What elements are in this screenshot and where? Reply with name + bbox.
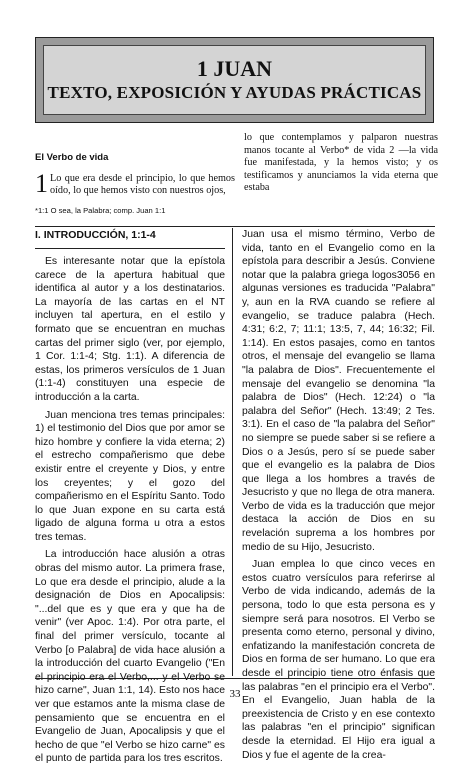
top-rule: [35, 226, 435, 227]
paragraph: Juan emplea lo que cinco veces en estos cuatro versículos para referirse al Verbo de vida indicando, además de la persona, todo lo que esta persona es y siempre será para nosotros. El Verbo se presenta como eterno, personal y divino, enfatizando la manifestación concreta de Dios en forma de ser humano. Lo que era desde el principio tiene otro énfasis que las palabras "en el principio era el Verbo". En el Evangelio, Juan habla de la preexistencia de Cristo y en ese contexto las palabras "en el principio" significan desde la eternidad. El Hijo era igual a Dios y fue el agente de la crea-: [242, 559, 435, 761]
book-subtitle: TEXTO, EXPOSICIÓN Y AYUDAS PRÁCTICAS: [47, 83, 422, 102]
verse-text-right: lo que contemplamos y palparon nuestras manos tocante al Verbo* de vida 2 —la vida fue manifestada, y la hemos visto; y os testificamos y anunciamos la vida eterna que estaba: [244, 132, 438, 194]
paragraph: Juan menciona tres temas principales: 1) el testimonio del Dios que por amor se hizo hombre y confiere la vida eterna; 2) el estrecho compañerismo que debe existir entre el creyente y Dios, y entre los creyentes; y el gozo del compañerismo en el Espíritu Santo. Todo lo que Juan expone en su carta está ligado de alguna forma u otra a estos tres temas.: [35, 409, 225, 543]
bible-text-heading: El Verbo de vida: [35, 152, 109, 163]
verse-paragraph: [35, 168, 235, 198]
book-title: 1 JUAN: [196, 56, 273, 81]
paragraph: Es interesante notar que la epístola carece de la apertura habitual que identifica al autor y a los destinatarios. La mayoría de las cartas en el NT incluyen tal apertura, en el estilo y formato que se encuentran en muchas cartas del primer siglo (ver, por ejemplo, 1 Cor. 1:1-4; Stg. 1:1). A diferencia de estas, los primeros versículos de 1 Juan (1:1-4) constituyen una especie de introducción a la carta.: [35, 256, 225, 403]
paragraph: La introducción hace alusión a otras obras del mismo autor. La primera frase, Lo que era desde el principio, alude a la designación de Dios en Apocalipsis: "...del que es y que era y que ha de venir" (ver Apoc. 1:4). Por otra parte, el final del primer versículo, tocante al Verbo [o Palabra] de vida hace alusión a la introducción del cuarto Evangelio ("En el principio era el Verbo,... y el Verbo se hizo carne", Juan 1:1, 14). Esto nos hace ver que estamos ante la misma clase de pensamiento que se encuentra en el Evangelio de Juan, Apocalipsis y que el hecho de que "el Verbo se hizo carne" es el punto de partida para los tres escritos.: [35, 549, 225, 765]
bible-text-left: [35, 132, 235, 232]
section-heading: I. INTRODUCCIÓN, 1:1-4: [35, 229, 156, 241]
right-column: [242, 228, 435, 766]
paragraph: Juan usa el mismo término, Verbo de vida, tanto en el Evangelio como en la epístola para describir a Jesús. Conviene notar que la palabra griega logos3056 en algunas versiones es traducida "Palabra" y, aun en la RVA cuando se refiere al evangelio, se traduce palabra (Hech. 4:31; 6:2, 7; 11:1; 13:5, 7, 44; 16:32; Fil. 1:14). En estos pasajes, como en tantos otros, el mensaje del evangelio se llama "la palabra de Dios". Frecuentemente el mensaje del evangelio se denomina "la palabra de Dios" (Hech. 12:24) o "la palabra del Señor" (Hech. 13:49; 2 Tes. 3:1). En el caso de "la palabra del Señor" no siempre se puede saber si se refiere a Dios o a Jesús, pero sí se puede saber que el evangelio es la palabra de Dios que llega a los hombres a través de Jesucristo y que no llega de otra manera. Verbo de vida es la traducción que mejor destaca la acción de Dios en su revelación suprema a los hombres por medio de su Hijo, Jesucristo.: [242, 229, 435, 553]
section-rule: [35, 248, 225, 249]
title-banner-inner: [43, 45, 426, 115]
title-banner: [35, 37, 434, 123]
bible-text-right: [244, 132, 438, 232]
bottom-rule: [35, 678, 435, 679]
verse-dropcap: 1: [35, 168, 48, 198]
column-divider: [232, 228, 233, 676]
footnote: *1:1 O sea, la Palabra; comp. Juan 1:1: [35, 206, 166, 215]
page-number: 33: [229, 688, 241, 700]
verse-text-left: Lo que era desde el principio, lo que hemos oído, lo que hemos visto con nuestros ojos,: [50, 172, 235, 197]
